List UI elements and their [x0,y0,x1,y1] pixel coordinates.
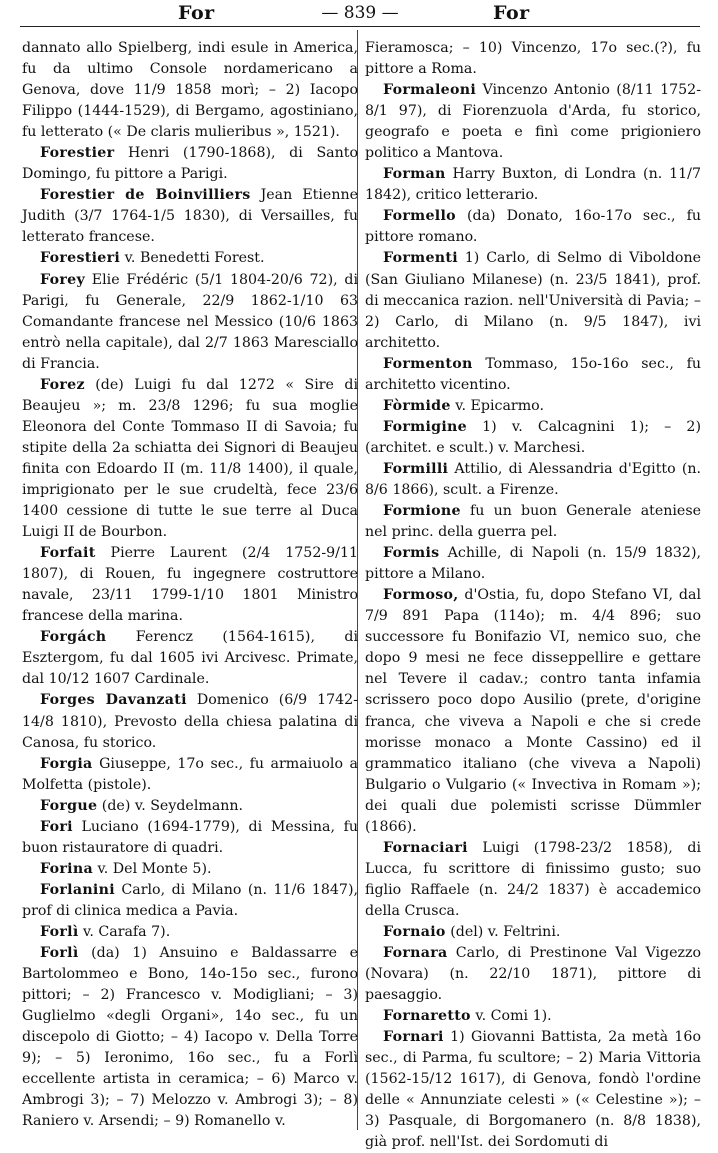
entry-text: Harry Buxton, di Londra (n. 11/7 1842), critico letterario. [365,166,701,204]
entry-text: v. Benedetti Forest. [120,250,265,267]
entry-headword: Formis [383,545,440,562]
entry-text: Tommaso, 15o-16o sec., fu architetto vicentino. [365,355,701,393]
entry-headword: Fornaretto [383,1008,471,1025]
entry-headword: Formenti [383,250,458,267]
entry-text: Luigi (1798-23/2 1858), di Lucca, fu scrittore di finissimo gusto; suo figlio Raffaele (n. 24/2 1837) è accademico della Crusca. [365,839,701,919]
entry-headword: Forgue [40,797,98,814]
entry-text: (de) v. Seydelmann. [97,797,244,814]
entry-headword: Fornara [383,945,448,962]
running-head-right: For [493,2,530,24]
dictionary-entry [22,859,358,880]
dictionary-entry [365,80,701,164]
entry-text: v. Carafa 7). [78,923,171,940]
entry-text: Henri (1790-1868), di Santo Domingo, fu pittore a Parigi. [22,145,358,183]
entry-headword: Forestier de Boinvilliers [40,187,251,204]
entry-headword: Forlì [40,945,79,962]
running-head-left: For [178,2,215,24]
dictionary-entry [22,796,358,817]
entry-text: v. Comi 1). [470,1008,552,1025]
entry-headword: Forfait [40,545,96,562]
entry-headword: Fornaciari [383,839,468,856]
dictionary-entry [22,185,358,248]
entry-headword: Forestier [40,145,115,162]
entry-headword: Fori [40,818,73,835]
entry-text: 1) v. Calcagnini 1); – 2) (architet. e scult.) v. Marchesi. [365,418,701,456]
entry-headword: Forman [383,166,446,183]
entry-headword: Formoso, [383,587,459,604]
entry-headword: Forina [40,860,93,877]
entry-headword: Forgia [40,755,93,772]
entry-headword: Forey [40,271,86,288]
entry-headword: Fornari [383,1029,444,1046]
dictionary-entry [22,922,358,943]
dictionary-entry [22,817,358,859]
entry-text: Achille, di Napoli (n. 15/9 1832), pittore a Milano. [365,545,701,583]
entry-headword: Forlì [40,923,79,940]
dictionary-entry [22,248,358,269]
entry-headword: Fòrmide [383,397,451,414]
dictionary-entry [365,1006,701,1027]
entry-text: Luciano (1694-1779), di Messina, fu buon ristauratore di quadri. [22,818,358,856]
entry-headword: Forges Davanzati [40,692,187,709]
dictionary-entry [365,1027,701,1153]
entry-text: (del) v. Feltrini. [445,923,561,940]
entry-headword: Forestieri [40,250,121,267]
entry-text: Ferencz (1564-1615), di Esztergom, fu dal 1605 ivi Arcivesc. Primate, dal 10/12 1607 Cardinale. [22,629,358,688]
entry-text: Fieramosca; – 10) Vincenzo, 17o sec.(?), fu pittore a Roma. [365,40,701,78]
dictionary-entry [22,943,358,1132]
dictionary-entry [365,459,701,501]
entry-headword: Formaleoni [383,82,477,99]
entry-text: v. Epicarmo. [450,397,544,414]
entry-text: Carlo, di Prestinone Val Vigezzo (Novara) (n. 22/10 1871), pittore di paesaggio. [365,945,701,1004]
entry-text: (da) Donato, 16o-17o sec., fu pittore romano. [365,208,701,246]
entry-text: Attilio, di Alessandria d'Egitto (n. 8/6 1866), scult. a Firenze. [365,460,701,498]
dictionary-entry [22,143,358,185]
entry-text: Domenico (6/9 1742-14/8 1810), Prevosto della chiesa palatina di Canosa, fu storico. [22,692,358,751]
dictionary-entry [365,922,701,943]
entry-text: Carlo, di Milano (n. 11/6 1847), prof di clinica medica a Pavia. [22,881,358,919]
dictionary-entry [365,838,701,922]
dictionary-entry [365,248,701,353]
entry-text: fu un buon Generale ateniese nel princ. della guerra pel. [365,503,701,541]
dictionary-entry [22,754,358,796]
entry-text: Elie Frédéric (5/1 1804-20/6 72), di Parigi, fu Generale, 22/9 1862-1/10 63 Comandante francese nel Messico (10/6 1863 entrò nella capitale), dal 2/7 1863 Maresciallo di Francia. [22,271,358,372]
running-head [0,2,718,28]
dictionary-entry [22,627,358,690]
entry-text: Jean Etienne Judith (3/7 1764-1/5 1830), di Versailles, fu letterato francese. [22,187,358,246]
entry-text: Giuseppe, 17o sec., fu armaiuolo a Molfetta (pistole). [22,755,358,793]
left-column [22,38,358,1132]
page-number: — 839 — [321,3,399,23]
entry-headword: Forlanini [40,881,115,898]
entry-text: Pierre Laurent (2/4 1752-9/11 1807), di Rouen, fu ingegnere costruttore navale, 23/11 1799-1/10 1801 Ministro francese della marina. [22,545,358,625]
entry-headword: Formilli [383,460,449,477]
dictionary-entry [365,206,701,248]
right-column [365,38,701,1153]
entry-text: dannato allo Spielberg, indi esule in America, fu da ultimo Console nordamericano a Genova, dove 11/9 1858 morì; – 2) Iacopo Filippo (1444-1529), di Bergamo, agostiniano, fu letterato (« De claris mulieribus », 1521). [22,40,358,141]
entry-text: (da) 1) Ansuino e Baldassarre e Bartolommeo e Bono, 14o-15o sec., furono pittori; – 2) Francesco v. Modigliani; – 3) Guglielmo «degli Organi», 14o sec., fu un discepolo di Giotto; – 4) Iacopo v. Della Torre 9); – 5) Ieronimo, 16o sec., fu a Forlì eccellente artista in ceramica; – 6) Marco v. Ambrogi 3); – 7) Melozzo v. Ambrogi 3); – 8) Raniero v. Arsendi; – 9) Romanello v. [22,945,358,1130]
dictionary-entry [22,543,358,627]
entry-text: d'Ostia, fu, dopo Stefano VI, dal 7/9 891 Papa (114o); m. 4/4 896; suo successore fu Bonifazio VI, nemico suo, che dopo 9 mesi ne fece disseppellire e gettare nel Tevere il cadav.; contro tanta infamia scrissero poco dopo Ausilio (prete, d'origine franca, che viveva a Napoli e che si crede morisse monaco a Monte Cassino) ed il grammatico italiano (che viveva a Napoli) Bulgario o Vulgario (« Invectiva in Romam »); dei quali due polemisti scrisse Dümmler (1866). [365,587,701,835]
dictionary-entry [22,690,358,753]
dictionary-entry [22,270,358,375]
entry-headword: Formello [383,208,456,225]
dictionary-entry [365,396,701,417]
dictionary-entry [365,543,701,585]
dictionary-entry [365,417,701,459]
dictionary-entry [365,164,701,206]
dictionary-entry [365,943,701,1006]
dictionary-entry [365,501,701,543]
dictionary-entry [22,375,358,543]
entry-text: 1) Carlo, di Selmo di Viboldone (San Giuliano Milanese) (n. 23/5 1841), prof. di meccanica razion. nell'Università di Pavia; – 2) Carlo, di Milano (n. 9/5 1847), ivi architetto. [365,250,701,351]
dictionary-entry [22,38,358,143]
entry-headword: Formigine [383,418,467,435]
entry-headword: Forgách [40,629,107,646]
entry-text: 1) Giovanni Battista, 2a metà 16o sec., di Parma, fu scultore; – 2) Maria Vittoria (1562-15/12 1617), di Genova, fondò l'ordine delle « Annunziate celesti » (« Celestine »); – 3) Pasquale, di Borgomanero (n. 8/8 1838), già prof. nell'Ist. dei Sordomuti di [365,1029,701,1151]
dictionary-entry [365,585,701,838]
entry-headword: Fornaio [383,923,446,940]
entry-text: (de) Luigi fu dal 1272 « Sire di Beaujeu »; m. 23/8 1296; fu sua moglie Eleonora del Conte Tommaso II di Savoia; fu stipite della 2a schiatta dei Signori di Beaujeu finita con Edoardo II (m. 11/8 1400), il quale, imprigionato per le sue crudeltà, fece 23/6 1400 cessione di tutte le sue terre al Duca Luigi II de Bourbon. [22,376,358,541]
entry-headword: Formione [383,503,461,520]
header-rule [20,26,700,27]
entry-text: v. Del Monte 5). [92,860,212,877]
entry-headword: Formenton [383,355,473,372]
dictionary-entry [365,38,701,80]
dictionary-entry [22,880,358,922]
entry-headword: Forez [40,376,85,393]
entry-text: Vincenzo Antonio (8/11 1752-8/1 97), di Fiorenzuola d'Arda, fu storico, geografo e poeta e finì come prigioniero politico a Mantova. [365,82,701,162]
dictionary-entry [365,354,701,396]
